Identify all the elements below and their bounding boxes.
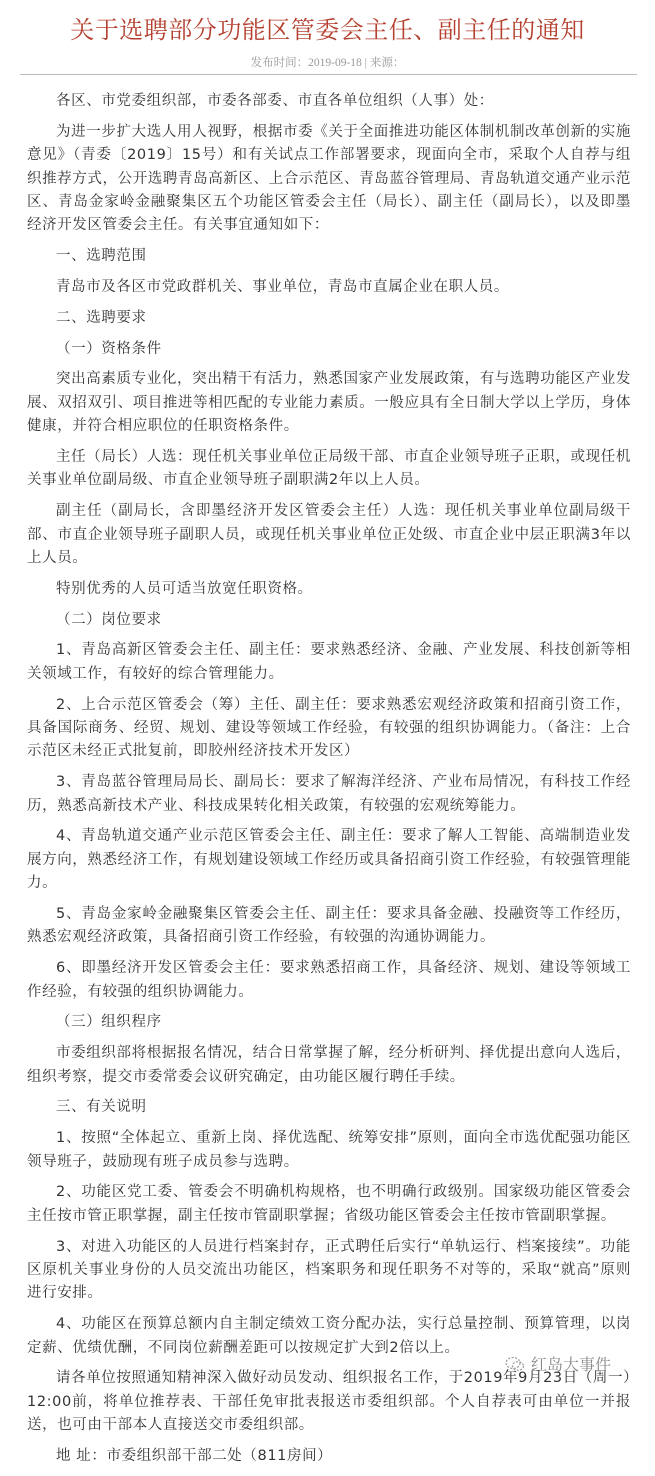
paragraph: 突出高素质专业化，突出精干有活力，熟悉国家产业发展政策，有与选聘功能区产业发展、双招双引、项目推进等相匹配的专业能力素质。一般应具有全日制大学以上学历，身体健康，并符合相应职位的任职资格条件。 (27, 371, 631, 435)
paragraph: 市委组织部将根据报名情况，结合日常掌握了解，经分析研判、择优提出意向人选后，组织考察，提交市委常委会议研究确定，由功能区履行聘任手续。 (27, 1045, 631, 1085)
publish-meta: 发布时间：2019-09-18 | 来源： (250, 57, 405, 69)
paragraph: （二）岗位要求 (56, 611, 162, 628)
paragraph: 三、有关说明 (56, 1099, 147, 1116)
page-title: 关于选聘部分功能区管委会主任、副主任的通知 (70, 16, 585, 44)
paragraph: 2、上合示范区管委会（筹）主任、副主任：要求熟悉宏观经济政策和招商引资工作，具备国际商务、经贸、规划、建设等领域工作经验，有较强的组织协调能力。（备注：上合示范区未经正式批复前，即胶州经济技术开发区） (27, 696, 631, 760)
paragraph: （三）组织程序 (56, 1014, 162, 1031)
watermark-text: 红岛大事件 (531, 1355, 612, 1374)
wechat-icon (505, 1356, 525, 1372)
paragraph: 二、选聘要求 (56, 309, 147, 326)
paragraph: 主任（局长）人选：现任机关事业单位正局级干部、市直企业领导班子正职，或现任机关事业单位副局级、市直企业领导班子副职满2年以上人员。 (27, 449, 631, 489)
paragraph: 为进一步扩大选人用人视野，根据市委《关于全面推进功能区体制机制改革创新的实施意见》（青委〔2019〕15号）和有关试点工作部署要求，现面向全市，采取个人自荐与组织推荐方式，公开选聘青岛高新区、上合示范区、青岛蓝谷管理局、青岛轨道交通产业示范区、青岛金家岭金融聚集区五个功能区管委会主任（局长）、副主任（副局长），以及即墨经济开发区管委会主任。有关事宜通知如下： (27, 123, 631, 234)
paragraph: （一）资格条件 (56, 340, 162, 357)
paragraph: 4、青岛轨道交通产业示范区管委会主任、副主任：要求了解人工智能、高端制造业发展方向，熟悉经济工作，有规划建设领域工作经历或具备招商引资工作经验，有较强管理能力。 (27, 828, 631, 892)
paragraph: 3、青岛蓝谷管理局局长、副局长：要求了解海洋经济、产业布局情况，有科技工作经历，熟悉高新技术产业、科技成果转化相关政策，有较强的宏观统筹能力。 (27, 774, 631, 814)
paragraph: 一、选聘范围 (56, 248, 147, 265)
paragraph: 1、青岛高新区管委会主任、副主任：要求熟悉经济、金融、产业发展、科技创新等相关领域工作，有较好的综合管理能力。 (27, 642, 631, 682)
paragraph: 请各单位按照通知精神深入做好动员发动、组织报名工作，于2019年9月23日（周一）12:00前，将单位推荐表、干部任免审批表报送市委组织部。个人自荐表可由单位一并报送，也可由干部本人直接送交市委组织部。 (27, 1370, 631, 1434)
paragraph: 特别优秀的人员可适当放宽任职资格。 (56, 580, 313, 597)
paragraph: 各区、市党委组织部，市委各部委、市直各单位组织（人事）处： (56, 93, 494, 109)
paragraph: 青岛市及各区市党政群机关、事业单位，青岛市直属企业在职人员。 (56, 279, 509, 296)
paragraph: 2、功能区党工委、管委会不明确机构规格，也不明确行政级别。国家级功能区管委会主任按市管正职掌握，副主任按市管副职掌握；省级功能区管委会主任按市管副职掌握。 (27, 1184, 631, 1224)
divider (20, 74, 637, 75)
paragraph: 5、青岛金家岭金融聚集区管委会主任、副主任：要求具备金融、投融资等工作经历，熟悉宏观经济政策，具备招商引资工作经验，有较强的沟通协调能力。 (27, 906, 631, 946)
paragraph: 副主任（副局长，含即墨经济开发区管委会主任）人选：现任机关事业单位副局级干部、市直企业领导班子副职人员，或现任机关事业单位正处级、市直企业中层正职满3年以上人员。 (27, 503, 631, 567)
paragraph: 4、功能区在预算总额内自主制定绩效工资分配办法，实行总量控制、预算管理，以岗定薪、优绩优酬，不同岗位薪酬差距可以按规定扩大到2倍以上。 (27, 1316, 631, 1356)
paragraph: 地 址：市委组织部干部二处（811房间） (56, 1448, 333, 1465)
paragraph: 1、按照“全体起立、重新上岗、择优选配、统筹安排”原则，面向全市选优配强功能区领导班子，鼓励现有班子成员参与选聘。 (27, 1130, 631, 1170)
paragraph: 3、对进入功能区的人员进行档案封存，正式聘任后实行“单轨运行、档案接续”。功能区原机关事业身份的人员交流出功能区，档案职务和现任职务不对等的，采取“就高”原则进行安排。 (27, 1238, 631, 1302)
watermark (505, 1352, 611, 1375)
paragraph: 6、即墨经济开发区管委会主任：要求熟悉招商工作，具备经济、规划、建设等领域工作经验，有较强的组织协调能力。 (27, 960, 631, 1000)
article-body (27, 90, 631, 1476)
